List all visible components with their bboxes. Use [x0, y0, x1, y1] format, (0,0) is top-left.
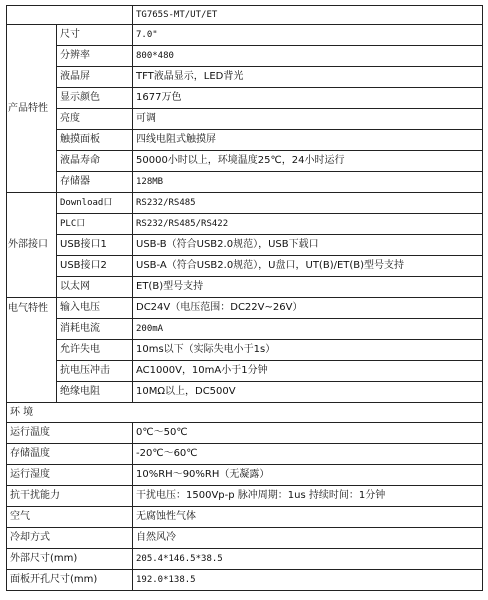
- table-row: [7, 256, 483, 277]
- row-label: USB接口2: [57, 256, 133, 277]
- row-label: 输入电压: [57, 298, 133, 319]
- table-row: [7, 46, 483, 67]
- table-row: [7, 444, 483, 465]
- row-value: TFT液晶显示，LED背光: [133, 67, 483, 88]
- row-label: 绝缘电阻: [57, 382, 133, 403]
- row-value: AC1000V，10mA小于1分钟: [133, 361, 483, 382]
- row-value: 10%RH～90%RH（无凝露）: [133, 465, 483, 486]
- row-label: USB接口1: [57, 235, 133, 256]
- table-row: [7, 570, 483, 591]
- row-label: 显示颜色: [57, 88, 133, 109]
- row-value: 四线电阻式触摸屏: [133, 130, 483, 151]
- row-label: 运行温度: [7, 423, 133, 444]
- row-label: 抗电压冲击: [57, 361, 133, 382]
- row-label: 空气: [7, 507, 133, 528]
- table-row: [7, 361, 483, 382]
- model-label-cell: [7, 6, 133, 25]
- row-label: 存储器: [57, 172, 133, 193]
- row-value: 1677万色: [133, 88, 483, 109]
- table-row: [7, 465, 483, 486]
- table-row: [7, 340, 483, 361]
- table-row: [7, 67, 483, 88]
- row-label: Download口: [57, 193, 133, 214]
- row-value: 无腐蚀性气体: [133, 507, 483, 528]
- table-row: [7, 507, 483, 528]
- row-label: PLC口: [57, 214, 133, 235]
- row-value: 128MB: [133, 172, 483, 193]
- table-row: [7, 193, 483, 214]
- row-value: 205.4*146.5*38.5: [133, 549, 483, 570]
- row-label: 运行湿度: [7, 465, 133, 486]
- row-label: 分辨率: [57, 46, 133, 67]
- table-row: [7, 172, 483, 193]
- row-label: 液晶屏: [57, 67, 133, 88]
- table-row: [7, 549, 483, 570]
- category-external-interfaces: 外部接口: [7, 193, 57, 298]
- row-label: 冷却方式: [7, 528, 133, 549]
- environment-title: 环 境: [7, 403, 483, 423]
- table-row: [7, 277, 483, 298]
- table-row: [7, 214, 483, 235]
- model-name: TG765S-MT/UT/ET: [133, 6, 483, 25]
- row-value: DC24V（电压范围：DC22V~26V）: [133, 298, 483, 319]
- table-row: [7, 25, 483, 46]
- table-row: [7, 235, 483, 256]
- row-label: 亮度: [57, 109, 133, 130]
- row-value: 10ms以下（实际失电小于1s）: [133, 340, 483, 361]
- row-value: ET(B)型号支持: [133, 277, 483, 298]
- row-value: 自然风冷: [133, 528, 483, 549]
- row-value: -20℃～60℃: [133, 444, 483, 465]
- table-row: [7, 486, 483, 507]
- row-value: 50000小时以上，环境温度25℃，24小时运行: [133, 151, 483, 172]
- model-row: [7, 6, 483, 25]
- row-label: 允许失电: [57, 340, 133, 361]
- table-row: [7, 88, 483, 109]
- row-label: 抗干扰能力: [7, 486, 133, 507]
- row-label: 触摸面板: [57, 130, 133, 151]
- table-row: [7, 382, 483, 403]
- row-value: 干扰电压：1500Vp-p 脉冲周期：1us 持续时间：1分钟: [133, 486, 483, 507]
- row-value: USB-B（符合USB2.0规范），USB下载口: [133, 235, 483, 256]
- row-value: RS232/RS485/RS422: [133, 214, 483, 235]
- row-label: 面板开孔尺寸(mm): [7, 570, 133, 591]
- row-value: RS232/RS485: [133, 193, 483, 214]
- table-row: [7, 151, 483, 172]
- row-value: 可调: [133, 109, 483, 130]
- row-label: 液晶寿命: [57, 151, 133, 172]
- row-value: USB-A（符合USB2.0规范），U盘口，UT(B)/ET(B)型号支持: [133, 256, 483, 277]
- row-value: 800*480: [133, 46, 483, 67]
- table-row: [7, 109, 483, 130]
- row-label: 存储温度: [7, 444, 133, 465]
- table-row: [7, 528, 483, 549]
- row-value: 7.0": [133, 25, 483, 46]
- row-label: 以太网: [57, 277, 133, 298]
- table-row: [7, 319, 483, 340]
- row-label: 外部尺寸(mm): [7, 549, 133, 570]
- row-value: 10MΩ以上，DC500V: [133, 382, 483, 403]
- table-row: [7, 423, 483, 444]
- row-value: 0℃～50℃: [133, 423, 483, 444]
- category-electrical-features: 电气特性: [7, 298, 57, 403]
- row-value: 192.0*138.5: [133, 570, 483, 591]
- row-label: 尺寸: [57, 25, 133, 46]
- category-product-features: 产品特性: [7, 25, 57, 193]
- row-label: 消耗电流: [57, 319, 133, 340]
- environment-header-row: [7, 403, 483, 423]
- table-row: [7, 130, 483, 151]
- row-value: 200mA: [133, 319, 483, 340]
- spec-table: [6, 5, 483, 591]
- table-row: [7, 298, 483, 319]
